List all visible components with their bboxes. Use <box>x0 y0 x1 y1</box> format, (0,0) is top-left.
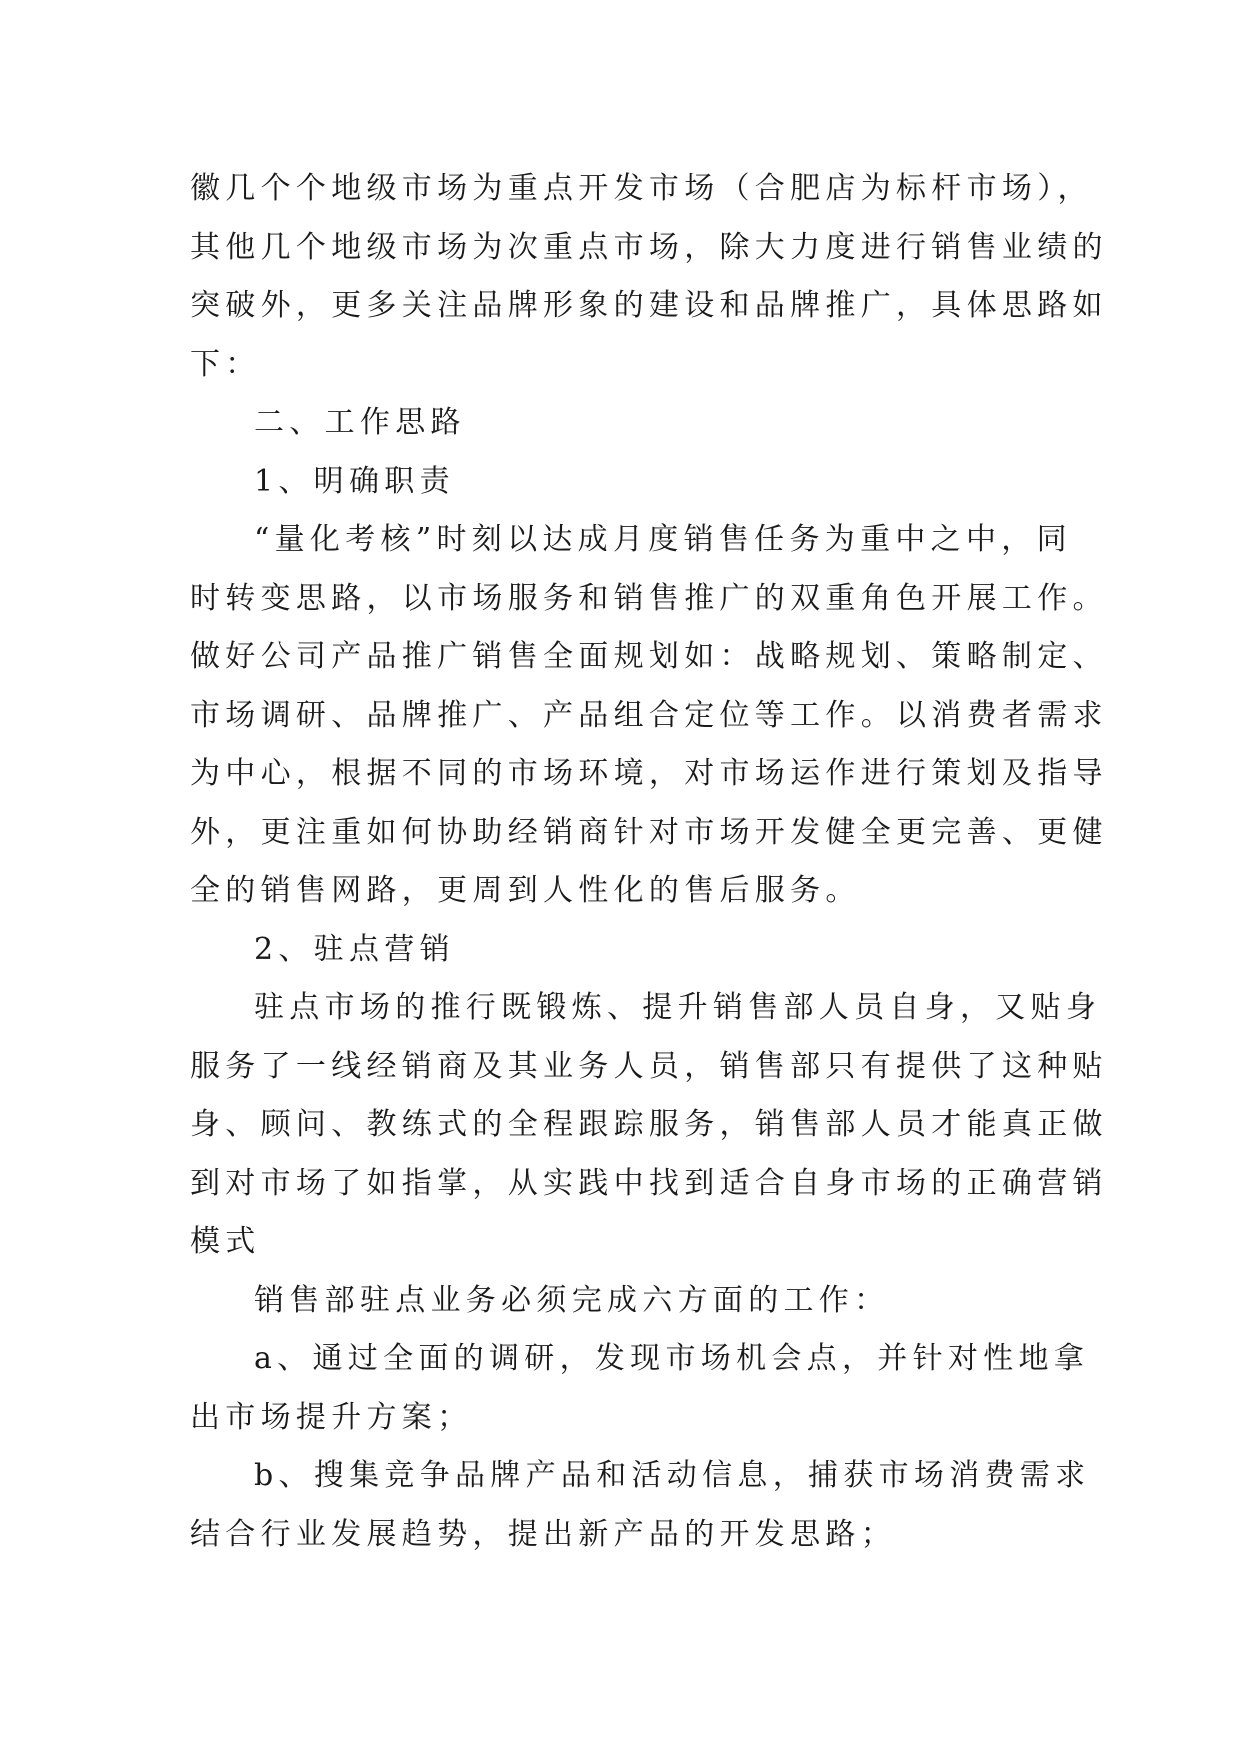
text-line: 服务了一线经销商及其业务人员，销售部只有提供了这种贴 <box>190 1048 1108 1084</box>
text-line: 市场调研、品牌推广、产品组合定位等工作。以消费者需求 <box>190 697 1108 733</box>
subsection-heading-duties <box>190 453 1052 512</box>
section-heading <box>190 394 1052 453</box>
text-line: 突破外，更多关注品牌形象的建设和品牌推广，具体思路如 <box>190 288 1108 323</box>
text-line: a、通过全面的调研，发现市场机会点，并针对性地拿 <box>254 1341 1090 1376</box>
text-line: 到对市场了如指掌，从实践中找到适合自身市场的正确营销 <box>190 1165 1108 1201</box>
text-line: 下： <box>190 346 261 382</box>
text-line: 外，更注重如何协助经销商针对市场开发健全更完善、更健 <box>190 814 1108 850</box>
text-line: 徽几个个地级市场为重点开发市场（合肥店为标杆市场）， <box>190 171 1093 206</box>
text-line: “量化考核”时刻以达成月度销售任务为重中之中，同 <box>254 522 1072 557</box>
text-line: 模式 <box>190 1224 261 1259</box>
subsection-heading-onsite <box>190 921 1052 980</box>
subheading-text: 2、驻点营销 <box>254 931 455 967</box>
paragraph-onsite <box>190 979 1108 1272</box>
text-line: 其他几个地级市场为次重点市场，除大力度进行销售业绩的 <box>190 229 1108 265</box>
text-line: 全的销售网路，更周到人性化的售后服务。 <box>190 873 861 908</box>
paragraph-six-tasks <box>190 1272 1052 1331</box>
subheading-text: 1、明确职责 <box>254 463 455 499</box>
text-line: 结合行业发展趋势，提出新产品的开发思路； <box>190 1516 896 1552</box>
heading-text: 二、工作思路 <box>254 405 466 440</box>
text-line: 销售部驻点业务必须完成六方面的工作： <box>254 1282 890 1318</box>
paragraph-duties <box>190 511 1108 921</box>
text-line: 驻点市场的推行既锻炼、提升销售部人员自身，又贴身 <box>254 990 1102 1025</box>
text-line: 为中心，根据不同的市场环境，对市场运作进行策划及指导 <box>190 756 1108 791</box>
text-line: 做好公司产品推广销售全面规划如：战略规划、策略制定、 <box>190 639 1108 674</box>
list-item-task-b <box>190 1447 1091 1564</box>
text-line: 身、顾问、教练式的全程跟踪服务，销售部人员才能真正做 <box>190 1107 1108 1142</box>
text-line: b、搜集竞争品牌产品和活动信息，捕获市场消费需求 <box>254 1458 1091 1493</box>
list-item-task-a <box>190 1330 1090 1447</box>
text-line: 时转变思路，以市场服务和销售推广的双重角色开展工作。 <box>190 580 1108 616</box>
document-body <box>190 160 1108 1564</box>
paragraph-intro <box>190 160 1108 394</box>
text-line: 出市场提升方案； <box>190 1399 473 1435</box>
